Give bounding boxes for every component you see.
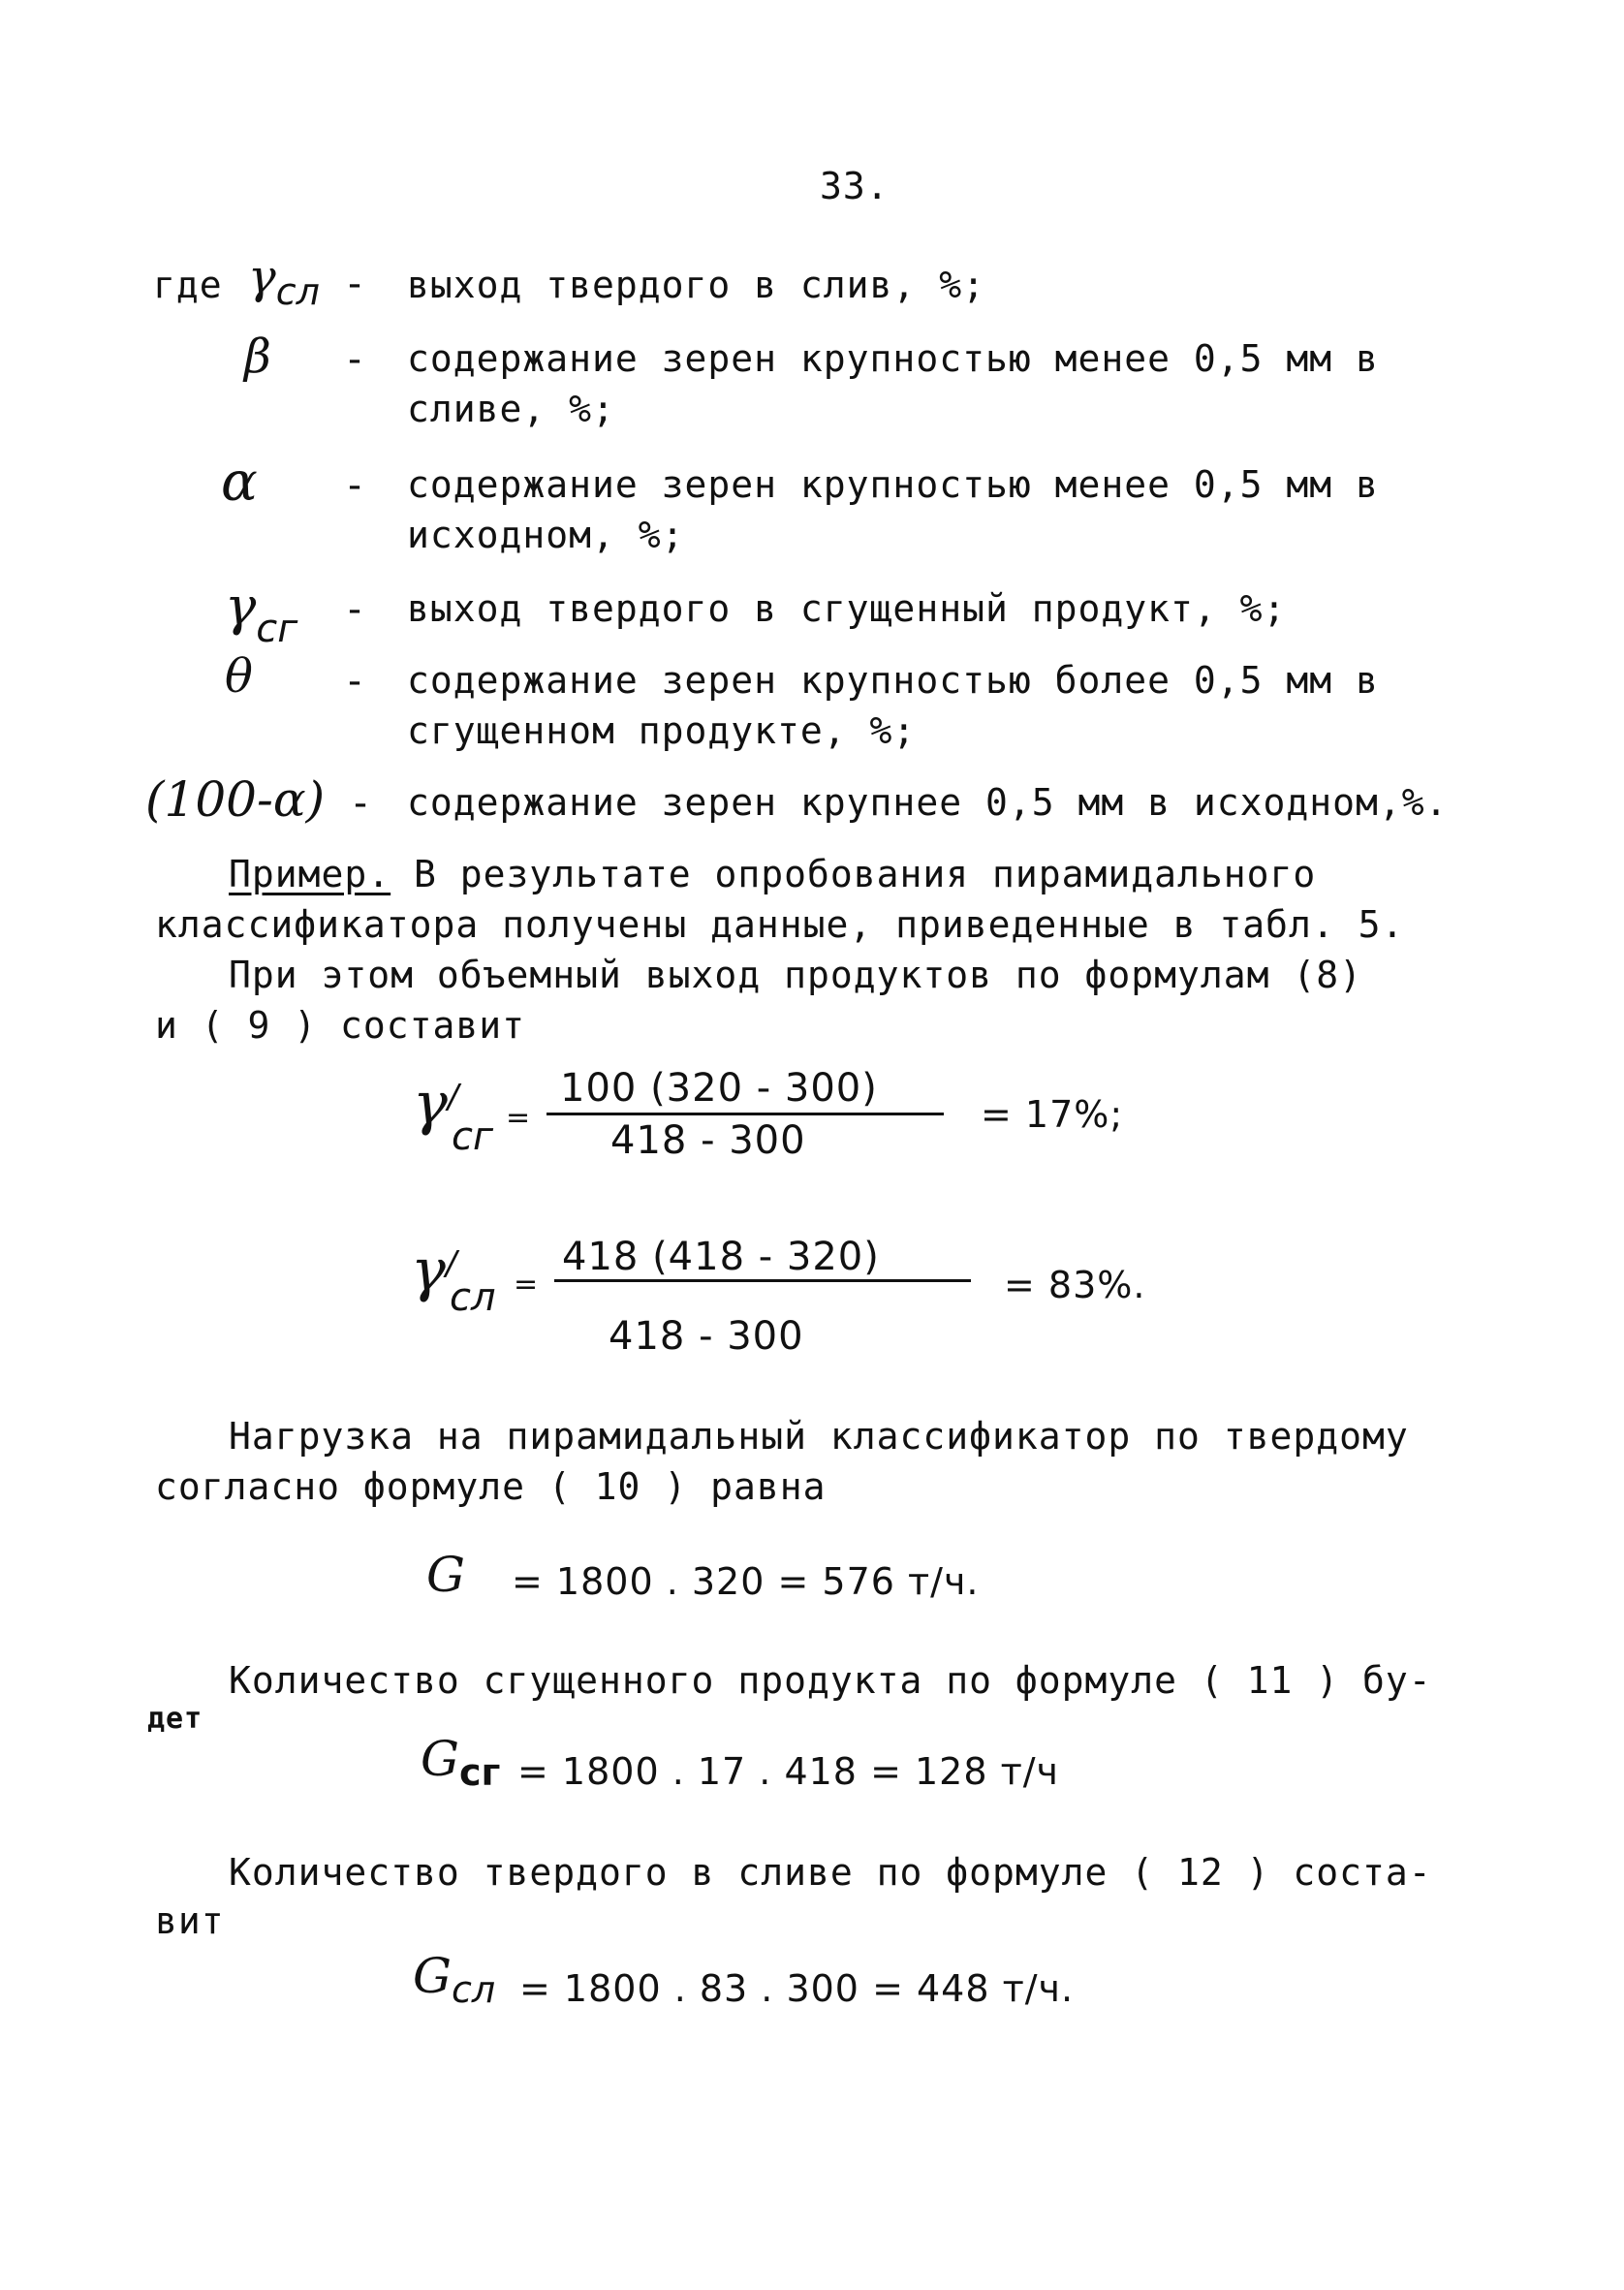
formula-2-fraction-bar [554,1279,971,1282]
definition-text: содержание зерен крупностью менее 0,5 мм в [407,463,1379,506]
thickened-subscript: сг [458,1751,501,1794]
formula-2-equals: = [514,1268,540,1302]
formula-2-subscript: сл [450,1275,496,1320]
formula-1-result: = 17%; [981,1093,1124,1136]
prime-mark: / [445,1244,457,1283]
formula-2-denominator: 418 - 300 [609,1314,804,1359]
alpha-symbol: α [221,451,258,514]
definition-symbol [225,576,298,651]
overflow-paragraph-line1: Количество твердого в сливе по формуле ( 12 ) соста- [229,1851,1432,1894]
example-paragraph-line3: При этом объемный выход продуктов по формулам (8) [229,954,1363,996]
gamma-symbol: γ [413,1070,448,1138]
formula-1-subscript: сг [452,1114,494,1159]
formula-1-denominator: 418 - 300 [610,1118,806,1163]
formula-2-result: = 83%. [1004,1264,1146,1306]
thickened-formula: = 1800 . 17 . 418 = 128 т/ч [517,1750,1059,1793]
definition-symbol [248,250,320,313]
page-number: 33. [820,165,890,207]
definition-text-cont: сгущенном продукте, %; [407,709,917,752]
example-label: Пример. [229,853,391,895]
example-paragraph-line2: классификатора получены данные, приведенные в табл. 5. [155,903,1405,946]
overflow-lhs [413,1948,496,2011]
symbol-subscript: сг [256,607,298,651]
theta-symbol: θ [225,649,253,704]
definition-dash: - [343,659,368,704]
overflow-subscript: сл [451,1968,496,2011]
symbol-subscript: сл [275,270,320,313]
example-paragraph-line1 [229,853,1316,895]
load-symbol: G [426,1547,465,1603]
complement-alpha-symbol: (100-α) [145,771,326,828]
prime-mark: / [447,1078,459,1116]
formula-1-fraction-bar [547,1113,944,1115]
load-paragraph-line2: согласно формуле ( 10 ) равна [155,1465,827,1508]
definition-dash: - [349,781,374,826]
definition-dash: - [343,463,368,508]
overflow-formula: = 1800 . 83 . 300 = 448 т/ч. [519,1967,1075,2010]
definition-dash: - [343,587,368,632]
load-paragraph-line1: Нагрузка на пирамидальный классификатор по твердому [229,1415,1409,1458]
load-formula: = 1800 . 320 = 576 т/ч. [512,1560,980,1603]
formula-1-equals: = [506,1101,532,1135]
gamma-symbol: γ [248,250,276,304]
definition-text: выход твердого в сгущенный продукт, %; [407,587,1287,630]
overflow-paragraph-line2: вит [155,1899,225,1942]
thickened-symbol: G [421,1731,459,1787]
definition-text: содержание зерен крупностью более 0,5 мм в [407,659,1379,702]
definition-dash: - [343,262,368,306]
thickened-lhs [421,1731,501,1794]
definition-text: содержание зерен крупностью менее 0,5 мм в [407,337,1379,380]
definition-text: выход твердого в слив, %; [407,264,985,306]
definition-text-cont: исходном, %; [407,514,685,556]
overflow-symbol: G [413,1948,452,2004]
thickened-paragraph-line1: Количество сгущенного продукта по формуле ( 11 ) бу- [229,1659,1432,1702]
gamma-symbol: γ [411,1237,446,1304]
definition-prefix: где [153,264,223,306]
gamma-symbol: γ [225,576,257,637]
definition-text: содержание зерен крупнее 0,5 мм в исходном,%. [407,781,1449,824]
formula-2-numerator: 418 (418 - 320) [562,1235,880,1279]
example-paragraph-line4: и ( 9 ) составит [155,1004,526,1047]
definition-dash: - [343,337,368,382]
definition-text-cont: сливе, %; [407,388,615,430]
formula-1-numerator: 100 (320 - 300) [560,1066,878,1111]
thickened-paragraph-line2: дет [147,1702,203,1736]
example-text: В результате опробования пирамидального [390,853,1317,895]
beta-symbol: β [244,329,271,384]
